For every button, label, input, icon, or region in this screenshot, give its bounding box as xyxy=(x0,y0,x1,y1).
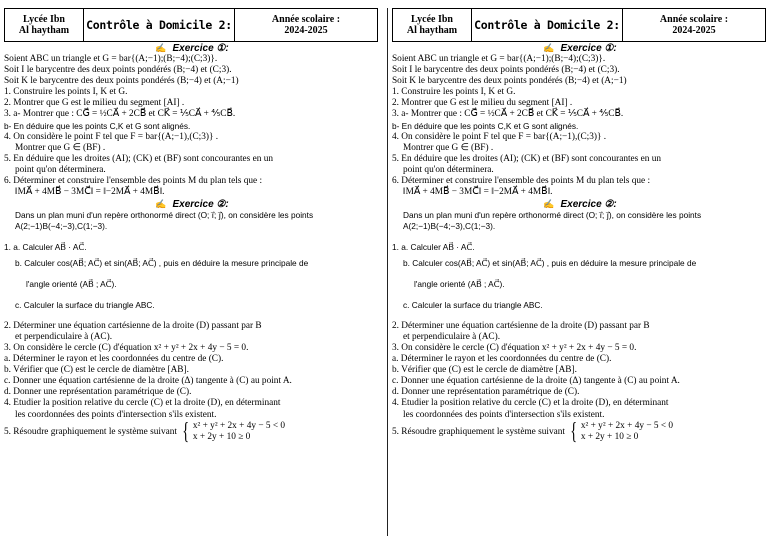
school-year: 2024-2025 xyxy=(284,25,328,36)
year-label: Année scolaire : xyxy=(659,14,729,25)
ex2-q5-text: 5. Résoudre graphiquement le système suivant xyxy=(392,426,565,437)
ex1-item: 6. Déterminer et construire l'ensemble des points M du plan tels que : xyxy=(392,176,651,187)
exercise-1-title xyxy=(392,42,768,54)
ex2-q1b-angle: l'angle orienté (AB⃗ ; AC⃗). xyxy=(26,278,117,289)
year-cell xyxy=(235,9,377,41)
school-name-line1: Lycée Ibn xyxy=(23,14,65,25)
ex1-item: Montrer que G ∈ (BF) . xyxy=(15,142,106,153)
ex2-q3: 3. On considère le cercle (C) d'équation x² + y² + 2x + 4y − 5 = 0. xyxy=(392,342,637,353)
header-table xyxy=(392,8,766,42)
page-copy-right xyxy=(392,8,768,540)
ex2-q3a: a. Déterminer le rayon et les coordonnées du centre de (C). xyxy=(4,354,224,365)
ex1-intro-line: Soit K le barycentre des deux points pondérés (B;−4) et (A;−1) xyxy=(392,76,627,87)
ex2-q3d: d. Donner une représentation paramétrique de (C). xyxy=(392,387,580,398)
ex1-item: Montrer que G ∈ (BF) . xyxy=(403,142,494,153)
ex1-item: 2. Montrer que G est le milieu du segment [AI] . xyxy=(4,98,185,109)
ex1-item: 1. Construire les points I, K et G. xyxy=(4,87,128,98)
school-year: 2024-2025 xyxy=(672,25,716,36)
ex1-item: 2. Montrer que G est le milieu du segment [AI] . xyxy=(392,98,573,109)
ex2-q1c: c. Calculer la surface du triangle ABC. xyxy=(403,299,543,310)
brace-icon: { xyxy=(570,418,578,445)
system-line-2: x + 2y + 10 ≥ 0 xyxy=(192,431,251,442)
pencil-icon: ✍ xyxy=(543,43,555,53)
ex1-item: point qu'on déterminera. xyxy=(15,164,106,175)
ex2-q2: 2. Déterminer une équation cartésienne de la droite (D) passant par B xyxy=(4,320,262,331)
ex2-q1b: b. Calculer cos(AB⃗; AC⃗) et sin(AB⃗; AC⃗) , puis en déduire la mesure principale de xyxy=(15,257,309,268)
test-title: Contrôle à Domicile 2: xyxy=(86,17,232,32)
title-cell xyxy=(84,9,235,41)
year-label: Année scolaire : xyxy=(271,14,341,25)
ex2-q1b-angle: l'angle orienté (AB⃗ ; AC⃗). xyxy=(414,278,505,289)
ex1-intro-line: Soit I le barycentre des deux points pondérés (B;−4) et (C;3). xyxy=(4,65,232,76)
year-cell xyxy=(623,9,765,41)
school-name-line2: Al haytham xyxy=(18,25,70,36)
page-copy-left xyxy=(4,8,380,540)
brace-icon: { xyxy=(182,418,190,445)
ex2-q1a: 1. a. Calculer AB⃗ · AC⃗. xyxy=(4,242,87,253)
ex2-q1c: c. Calculer la surface du triangle ABC. xyxy=(15,299,155,310)
page-divider xyxy=(387,8,388,536)
ex1-intro-line: Soient ABC un triangle et G = bar{(A;−1);(B;−4);(C;3)}. xyxy=(392,54,606,64)
test-title: Contrôle à Domicile 2: xyxy=(474,17,620,32)
exercise-1-title-text: Exercice ①: xyxy=(560,43,617,54)
ex1-item: 4. On considère le point F tel que F = bar{(A;−1),(C;3)} . xyxy=(392,131,607,142)
system-line-2: x + 2y + 10 ≥ 0 xyxy=(580,431,639,442)
inequality-system xyxy=(567,418,674,445)
ex2-q3c: c. Donner une équation cartésienne de la droite (Δ) tangente à (C) au point A. xyxy=(4,376,292,387)
exercise-2-title xyxy=(392,198,768,210)
pencil-icon: ✍ xyxy=(155,43,167,53)
ex2-q2b: et perpendiculaire à (AC). xyxy=(403,331,501,342)
ex1-item: 5. En déduire que les droites (AI); (CK) et (BF) sont concourantes en un xyxy=(4,153,274,164)
exercise-2-title xyxy=(4,198,380,210)
school-name-line2: Al haytham xyxy=(406,25,458,36)
ex2-q4b: les coordonnées des points d'intersection s'ils existent. xyxy=(403,409,605,420)
ex1-item: 3. a- Montrer que : CG⃗ = ½CA⃗ + 2CB⃗ et CK⃗ = ⅕CA⃗ + ⅘CB⃗. xyxy=(392,109,624,120)
ex2-q3c: c. Donner une équation cartésienne de la droite (Δ) tangente à (C) au point A. xyxy=(392,376,680,387)
exercise-1-title-text: Exercice ①: xyxy=(172,43,229,54)
ex1-intro-line: Soit I le barycentre des deux points pondérés (B;−4) et (C;3). xyxy=(392,65,620,76)
ex2-q5-text: 5. Résoudre graphiquement le système suivant xyxy=(4,426,177,437)
ex2-intro-line: A(2;−1)B(−4;−3),C(1;−3). xyxy=(15,221,108,232)
exercise-2-title-text: Exercice ②: xyxy=(172,199,229,211)
ex2-q3a: a. Déterminer le rayon et les coordonnées du centre de (C). xyxy=(392,354,612,365)
ex1-intro-line: Soient ABC un triangle et G = bar{(A;−1);(B;−4);(C;3)}. xyxy=(4,54,218,64)
ex2-q2: 2. Déterminer une équation cartésienne de la droite (D) passant par B xyxy=(392,320,650,331)
ex2-q1a: 1. a. Calculer AB⃗ · AC⃗. xyxy=(392,242,475,253)
system-line-1: x² + y² + 2x + 4y − 5 < 0 xyxy=(192,420,286,431)
ex2-q3b: b. Vérifier que (C) est le cercle de diamètre [AB]. xyxy=(392,365,577,376)
school-name-line1: Lycée Ibn xyxy=(411,14,453,25)
system-line-1: x² + y² + 2x + 4y − 5 < 0 xyxy=(580,420,674,431)
ex1-item: ‖MA⃗ + 4MB⃗ − 3MC⃗‖ = ‖−2MA⃗ + 4MB⃗‖. xyxy=(403,187,553,198)
ex2-q4b: les coordonnées des points d'intersection s'ils existent. xyxy=(15,409,217,420)
ex2-q2b: et perpendiculaire à (AC). xyxy=(15,331,113,342)
ex1-item: 3. a- Montrer que : CG⃗ = ½CA⃗ + 2CB⃗ et CK⃗ = ⅕CA⃗ + ⅘CB⃗. xyxy=(4,109,236,120)
exercise-1-title xyxy=(4,42,380,54)
ex1-item: b- En déduire que les points C,K et G sont alignés. xyxy=(4,120,191,131)
ex1-item: 4. On considère le point F tel que F = bar{(A;−1),(C;3)} . xyxy=(4,131,219,142)
ex2-q5 xyxy=(4,418,380,445)
title-cell xyxy=(472,9,623,41)
inequality-system xyxy=(179,418,286,445)
ex1-intro-line: Soit K le barycentre des deux points pondérés (B;−4) et (A;−1) xyxy=(4,76,239,87)
ex1-item: 5. En déduire que les droites (AI); (CK) et (BF) sont concourantes en un xyxy=(392,153,662,164)
school-cell xyxy=(393,9,472,41)
ex1-item: ‖MA⃗ + 4MB⃗ − 3MC⃗‖ = ‖−2MA⃗ + 4MB⃗‖. xyxy=(15,187,165,198)
ex1-item: 6. Déterminer et construire l'ensemble des points M du plan tels que : xyxy=(4,176,263,187)
ex2-intro-line: A(2;−1)B(−4;−3),C(1;−3). xyxy=(403,221,496,232)
ex2-q4: 4. Etudier la position relative du cercle (C) et la droite (D), en déterminant xyxy=(392,398,669,409)
ex2-q1b: b. Calculer cos(AB⃗; AC⃗) et sin(AB⃗; AC⃗) , puis en déduire la mesure principale de xyxy=(403,257,697,268)
ex2-q4: 4. Etudier la position relative du cercle (C) et la droite (D), en déterminant xyxy=(4,398,281,409)
ex1-item: 1. Construire les points I, K et G. xyxy=(392,87,516,98)
ex2-q3: 3. On considère le cercle (C) d'équation x² + y² + 2x + 4y − 5 = 0. xyxy=(4,342,249,353)
ex2-intro-line: Dans un plan muni d'un repère orthonormé direct (O; i⃗; j⃗), on considère les points xyxy=(15,210,314,221)
ex1-item: b- En déduire que les points C,K et G sont alignés. xyxy=(392,120,579,131)
school-cell xyxy=(5,9,84,41)
exercise-2-title-text: Exercice ②: xyxy=(560,199,617,211)
ex1-item: point qu'on déterminera. xyxy=(403,164,494,175)
ex2-intro-line: Dans un plan muni d'un repère orthonormé direct (O; i⃗; j⃗), on considère les points xyxy=(403,210,702,221)
ex2-q5 xyxy=(392,418,768,445)
pencil-icon: ✍ xyxy=(155,199,167,210)
ex2-q3b: b. Vérifier que (C) est le cercle de diamètre [AB]. xyxy=(4,365,189,376)
pencil-icon: ✍ xyxy=(543,199,555,210)
ex2-q3d: d. Donner une représentation paramétrique de (C). xyxy=(4,387,192,398)
header-table xyxy=(4,8,378,42)
